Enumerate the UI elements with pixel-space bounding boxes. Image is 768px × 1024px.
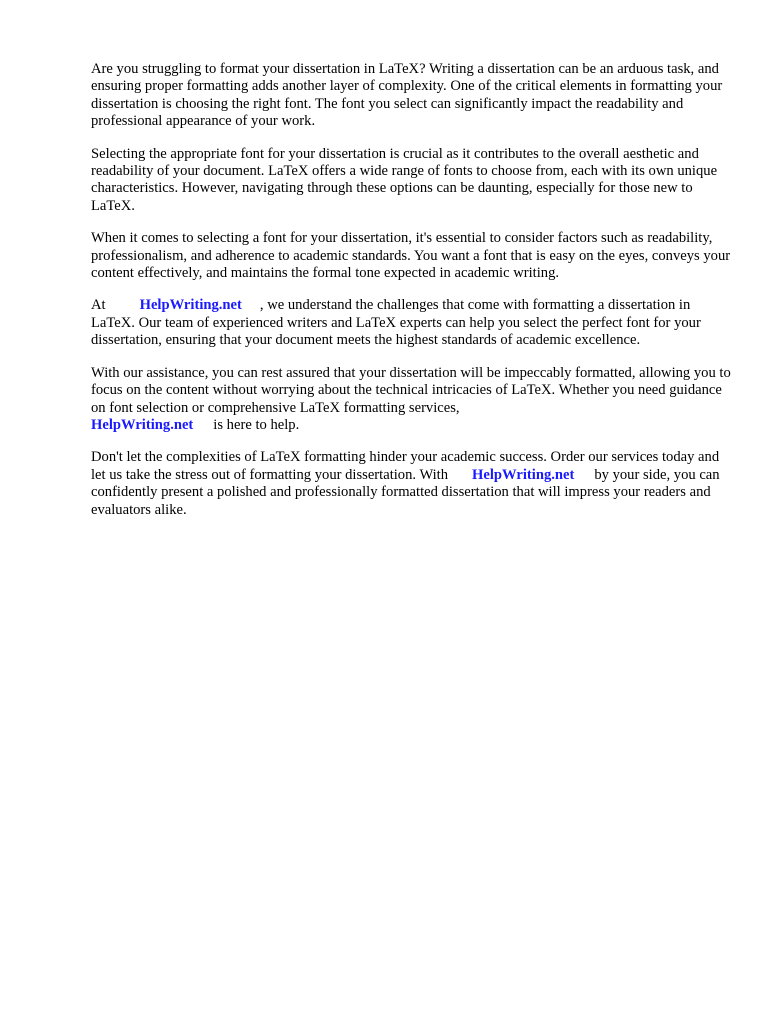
paragraph-text: Don't let the complexities of LaTeX formatting hinder your academic success. Order our services today and let us take the stress out of formatting your dissertation. With xyxy=(91,449,720,483)
paragraph-text: With our assistance, you can rest assured that your dissertation will be impeccably formatted, allowing you to focus on the content without worrying about the technical intricacies of LaTeX. Whether you need guidance on font selection or comprehensive LaTeX formatting services, xyxy=(91,364,731,416)
paragraph-intro: Are you struggling to format your dissertation in LaTeX? Writing a dissertation can be an arduous task, and ensuring proper formatting adds another layer of complexity. One of the critical elements in formatting your dissertation is choosing the right font. The font you select can significantly impact the readability and professional appearance of your work. xyxy=(91,61,723,130)
helpwriting-link[interactable]: HelpWriting.net xyxy=(139,297,242,314)
helpwriting-link[interactable]: HelpWriting.net xyxy=(472,466,575,483)
paragraph-assistance xyxy=(91,365,731,435)
paragraph-text: At xyxy=(91,297,106,314)
paragraph-text: by your side, you can confidently present a polished and professionally formatted dissertation that will impress your readers and evaluators alike. xyxy=(91,466,720,518)
paragraph-call-to-action xyxy=(91,449,731,519)
document-body xyxy=(91,61,731,534)
paragraph-text: , we understand the challenges that come with formatting a dissertation in LaTeX. Our team of experienced writers and LaTeX experts can help you select the perfect font for your dissertation, ensuring that your document meets the highest standards of academic excellence. xyxy=(91,297,701,349)
paragraph-font-selection: Selecting the appropriate font for your dissertation is crucial as it contributes to the overall aesthetic and readability of your document. LaTeX offers a wide range of fonts to choose from, each with its own unique characteristics. However, navigating through these options can be daunting, especially for those new to LaTeX. xyxy=(91,145,718,214)
paragraph-service-intro xyxy=(91,297,731,349)
paragraph-text: is here to help. xyxy=(213,416,300,433)
helpwriting-link[interactable]: HelpWriting.net xyxy=(91,416,194,433)
paragraph-font-factors: When it comes to selecting a font for your dissertation, it's essential to consider factors such as readability, professionalism, and adherence to academic standards. You want a font that is easy on the eyes, conveys your content effectively, and maintains the formal tone expected in academic writing. xyxy=(91,230,731,282)
